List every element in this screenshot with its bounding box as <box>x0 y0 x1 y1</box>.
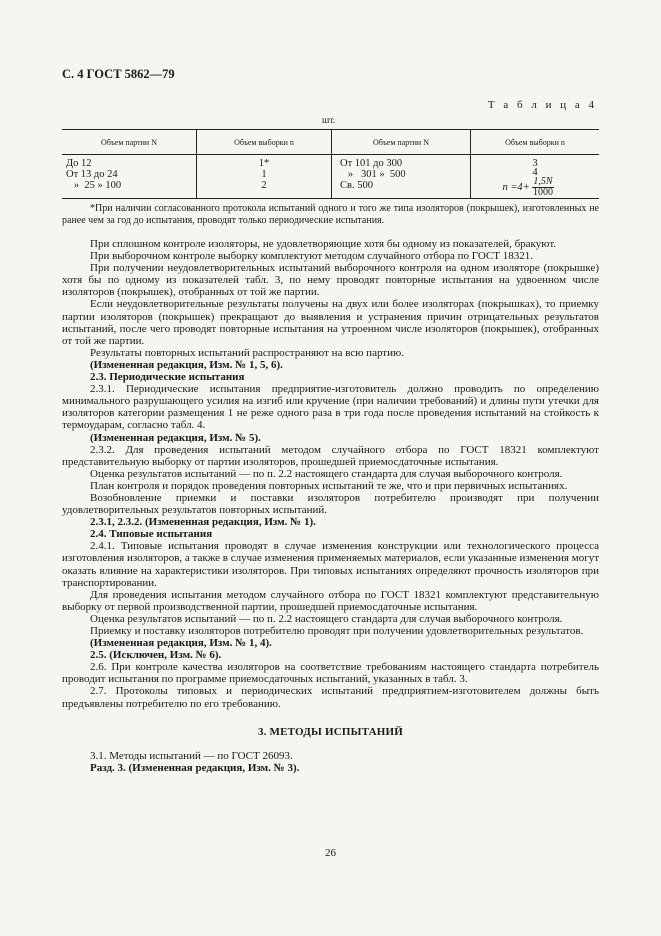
section-title: 3. МЕТОДЫ ИСПЫТАНИЙ <box>257 725 404 738</box>
subsection-title: 2.3. Периодические испытания <box>90 371 245 384</box>
cell-line: Св. 500 <box>340 180 373 191</box>
table-header-row <box>62 130 599 155</box>
paragraph: При сплошном контроле изоляторы, не удовлетворяющие хотя бы одному из показателей, бракуют. <box>90 238 557 250</box>
col-header: Объем партии N <box>332 130 471 155</box>
paragraph: При выборочном контроле выборку комплектуют методом случайного отбора по ГОСТ 18321. <box>90 250 533 263</box>
col-header: Объем выборки n <box>471 130 600 155</box>
formula-lhs: n =4+ <box>502 181 530 193</box>
paragraph: Если неудовлетворительные результаты получены на двух или более изоляторах (покрышках), то приемку партии изоляторов (покрышек) прекращают до выявления и устранения причин отрицательных результатов испытаний, после чего проводят повторные испытания на утроенном числе изоляторов (покрышек), отобранных от той же партии. <box>62 298 599 347</box>
amendment-note: (Измененная редакция, Изм. № 5). <box>90 431 261 444</box>
paragraph: При получении неудовлетворительных испытаний выборочного контроля на одном изоляторе (покрышке) хотя бы по одному из показателей табл. 3, по нему проводят повторные испытания на удвоенном числе изоляторов (покрышек), отобранных от той же партии. <box>62 262 599 299</box>
cell-line: 1 <box>261 169 267 180</box>
cell-line: » 25 » 100 <box>66 180 122 191</box>
cell-line: 4 <box>532 167 538 178</box>
subsection-title: 2.4. Типовые испытания <box>90 528 213 541</box>
amendment-note: 2.3.1, 2.3.2. (Измененная редакция, Изм. № 1). <box>90 516 316 529</box>
cell-line: 1* <box>258 158 270 169</box>
paragraph: 2.6. При контроле качества изоляторов на соответствие требованиям настоящего стандарта потребитель проводит испытания по программе приемосдаточных испытаний, указанных в табл. 3. <box>62 661 599 686</box>
paragraph: Возобновление приемки и поставки изоляторов потребителю производят при получении удовлетворительных результатов повторных испытаний. <box>62 491 599 517</box>
amendment-note: (Измененная редакция, Изм. № 1, 4). <box>90 637 272 650</box>
paragraph: Результаты повторных испытаний распространяют на всю партию. <box>90 346 404 359</box>
table-unit: шт. <box>322 116 336 126</box>
formula-denominator: 1000 <box>532 187 553 198</box>
formula-numerator: 1,5N <box>533 176 553 187</box>
paragraph: 2.7. Протоколы типовых и периодических испытаний предприятием-изготовителем должны быть предъявлены потребителю по его требованию. <box>62 685 599 710</box>
paragraph: Оценка результатов испытаний — по п. 2.2 настоящего стандарта для случая выборочного контроля. <box>90 467 563 480</box>
cell-line: 2 <box>261 180 267 191</box>
paragraph: Разд. 3. (Измененная редакция, Изм. № 3). <box>90 761 300 774</box>
cell-line: От 13 до 24 <box>66 169 118 180</box>
paragraph: Оценка результатов испытаний — по п. 2.2 настоящего стандарта для случая выборочного контроля. <box>90 612 563 625</box>
paragraph: 2.4.1. Типовые испытания проводят в случае изменения конструкции или технологического процесса изготовления изоляторов, а также в случае изменения применяемых материалов, если указанные изменения могут оказать влияние на характеристики изоляторов. При типовых испытаниях определяют прочность изоляторов при транспортировании. <box>62 540 600 589</box>
cell-line: » 301 » 500 <box>340 169 406 180</box>
col-header: Объем партии N <box>62 130 197 155</box>
paragraph: 2.5. (Исключен, Изм. № 6). <box>90 649 222 662</box>
document-body <box>62 238 599 774</box>
table-footnote: *При наличии согласованного протокола испытаний одного и того же типа изоляторов (покрышек), изготовленных не ранее чем за год до испытания, проводят только периодические испытания. <box>62 203 599 226</box>
page-number: 26 <box>325 847 336 859</box>
formula-fraction <box>532 177 553 198</box>
sampling-table <box>62 129 599 199</box>
paragraph: 2.3.2. Для проведения испытаний методом случайного отбора по ГОСТ 18321 комплектуют представительную выборку от партии изоляторов, прошедшей приемосдаточные испытания. <box>62 443 599 468</box>
sample-size-formula <box>457 177 599 198</box>
table-cell <box>197 155 332 199</box>
table-cell <box>332 155 471 199</box>
table-caption: Т а б л и ц а 4 <box>487 99 597 111</box>
cell-line: От 101 до 300 <box>340 158 403 169</box>
paragraph: План контроля и порядок проведения повторных испытаний те же, что и при первичных испытаниях. <box>90 479 568 492</box>
col-header: Объем выборки n <box>197 130 332 155</box>
paragraph: 2.3.1. Периодические испытания предприятие-изготовитель должно проводить по определению минимального разрушающего усилия на изгиб или кручение (при наличии требований) и длины пути утечки для изоляторов категории размещения 1 не реже одного раза в три года после проведения испытаний на стойкость к термоударам, согласно табл. 4. <box>62 383 599 432</box>
page-header: С. 4 ГОСТ 5862—79 <box>62 67 175 81</box>
paragraph: Для проведения испытания методом случайного отбора по ГОСТ 18321 комплектуют представительную выборку от первой производственной партии, прошедшей приемосдаточные испытания. <box>62 588 599 613</box>
cell-line: До 12 <box>66 158 92 169</box>
table-cell <box>471 155 600 199</box>
cell-line: 3 <box>532 158 538 169</box>
table-row <box>62 155 599 199</box>
paragraph: 3.1. Методы испытаний — по ГОСТ 26093. <box>90 749 293 762</box>
table-cell <box>62 155 197 199</box>
paragraph: Приемку и поставку изоляторов потребителю проводят при получении удовлетворительных результатов. <box>90 625 584 637</box>
amendment-note: (Измененная редакция, Изм. № 1, 5, 6). <box>90 358 283 371</box>
